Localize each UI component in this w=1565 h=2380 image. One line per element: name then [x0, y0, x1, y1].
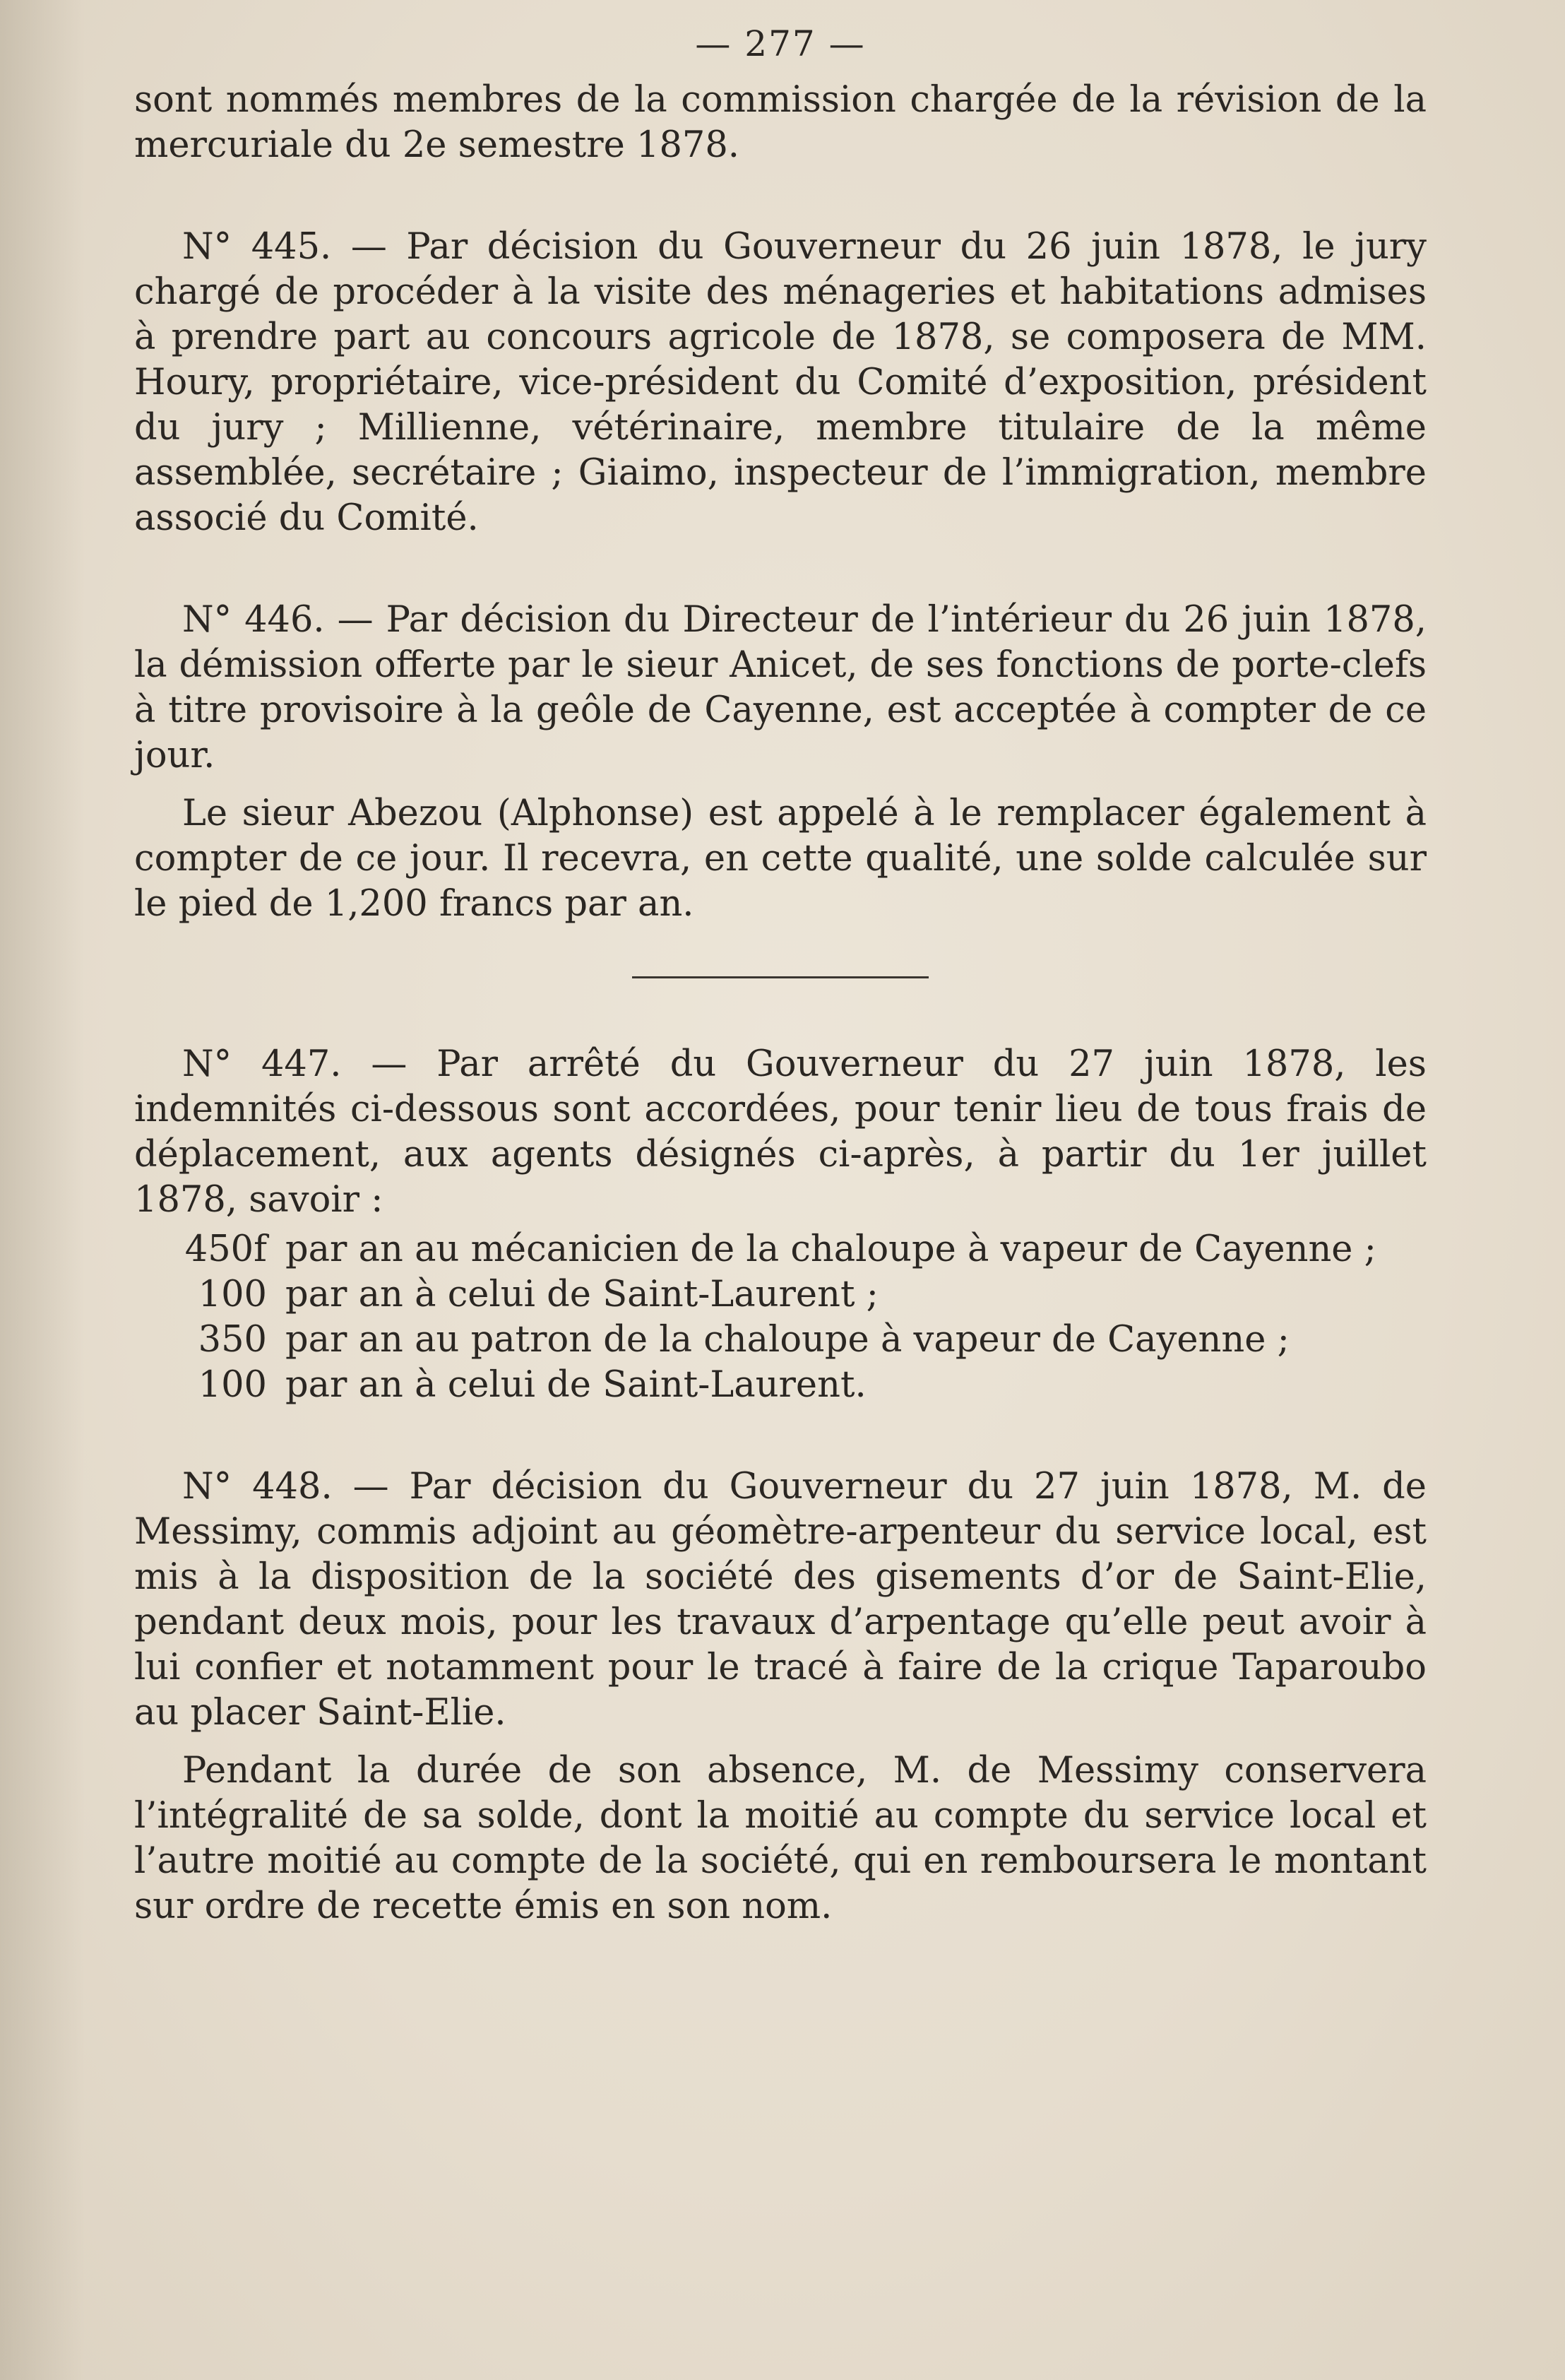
entry-text: — Par décision du Directeur de l’intérieur du 26 juin 1878, la démission offerte par le sieur Anicet, de ses fonctions de porte-clefs à titre provisoire à la geôle de Cayenne, est acceptée à compter de ce jour. [134, 599, 1427, 776]
indemnity-description: par an au patron de la chaloupe à vapeur de Cayenne ; [285, 1319, 1290, 1361]
list-item [182, 1272, 1427, 1318]
entry-text: Le sieur Abezou (Alphonse) est appelé à le remplacer également à compter de ce jour. Il recevra, en cette qualité, une solde calculée sur le pied de 1,200 francs par an. [134, 793, 1427, 925]
entry-number: N° 446. [182, 599, 325, 641]
entry-446-paragraph-1 [134, 598, 1427, 778]
entry-448-paragraph-2 [134, 1748, 1427, 1929]
indemnity-amount: 350 [198, 1319, 267, 1361]
indemnity-description: par an au mécanicien de la chaloupe à vapeur de Cayenne ; [285, 1229, 1376, 1270]
page-number: — 277 — [695, 23, 866, 64]
entry-text: — Par décision du Gouverneur du 26 juin 1878, le jury chargé de procéder à la visite des ménageries et habitations admises à prendre part au concours agricole de 1878, se composera de MM. Houry, propriétaire, vice-président du Comité d’exposition, président du jury ; Millienne, vétérinaire, membre titulaire de la même assemblée, secrétaire ; Giaimo, inspecteur de l’immigration, membre associé du Comité. [134, 226, 1427, 539]
intro-paragraph [134, 78, 1427, 168]
entry-446-paragraph-2 [134, 791, 1427, 927]
intro-text: sont nommés membres de la commission chargée de la révision de la mercuriale du 2e semestre 1878. [134, 79, 1427, 166]
entry-text: Pendant la durée de son absence, M. de Messimy conservera l’intégralité de sa solde, dont la moitié au compte du service local et l’autre moitié au compte de la société, qui en remboursera le montant sur ordre de recette émis en son nom. [134, 1750, 1427, 1927]
entry-text: — Par arrêté du Gouverneur du 27 juin 1878, les indemnités ci-dessous sont accordées, pour tenir lieu de tous frais de déplacement, aux agents désignés ci-après, à partir du 1er juillet 1878, savoir : [134, 1043, 1427, 1221]
entry-445-paragraph-1 [134, 225, 1427, 541]
indemnity-list [134, 1227, 1427, 1408]
section-divider [632, 976, 929, 978]
indemnity-amount: 100 [198, 1364, 267, 1406]
list-item [182, 1227, 1427, 1272]
indemnity-description: par an à celui de Saint-Laurent. [285, 1364, 867, 1406]
entry-number: N° 445. [182, 226, 332, 268]
document-body [134, 21, 1427, 1929]
indemnity-amount: 100 [198, 1274, 267, 1315]
list-item [182, 1363, 1427, 1408]
entry-448-paragraph-1 [134, 1464, 1427, 1736]
entry-number: N° 448. [182, 1466, 333, 1508]
indemnity-description: par an à celui de Saint-Laurent ; [285, 1274, 879, 1315]
list-item [182, 1318, 1427, 1363]
entry-447-paragraph-1 [134, 1042, 1427, 1223]
indemnity-amount: 450f [184, 1229, 267, 1270]
page-edge-shadow [0, 0, 85, 2380]
entry-text: — Par décision du Gouverneur du 27 juin 1878, M. de Messimy, commis adjoint au géomètre-arpenteur du service local, est mis à la disposition de la société des gisements d’or de Saint-Elie, pendant deux mois, pour les travaux d’arpentage qu’elle peut avoir à lui confier et notamment pour le tracé à faire de la crique Taparoubo au placer Saint-Elie. [134, 1466, 1427, 1734]
entry-number: N° 447. [182, 1043, 342, 1085]
